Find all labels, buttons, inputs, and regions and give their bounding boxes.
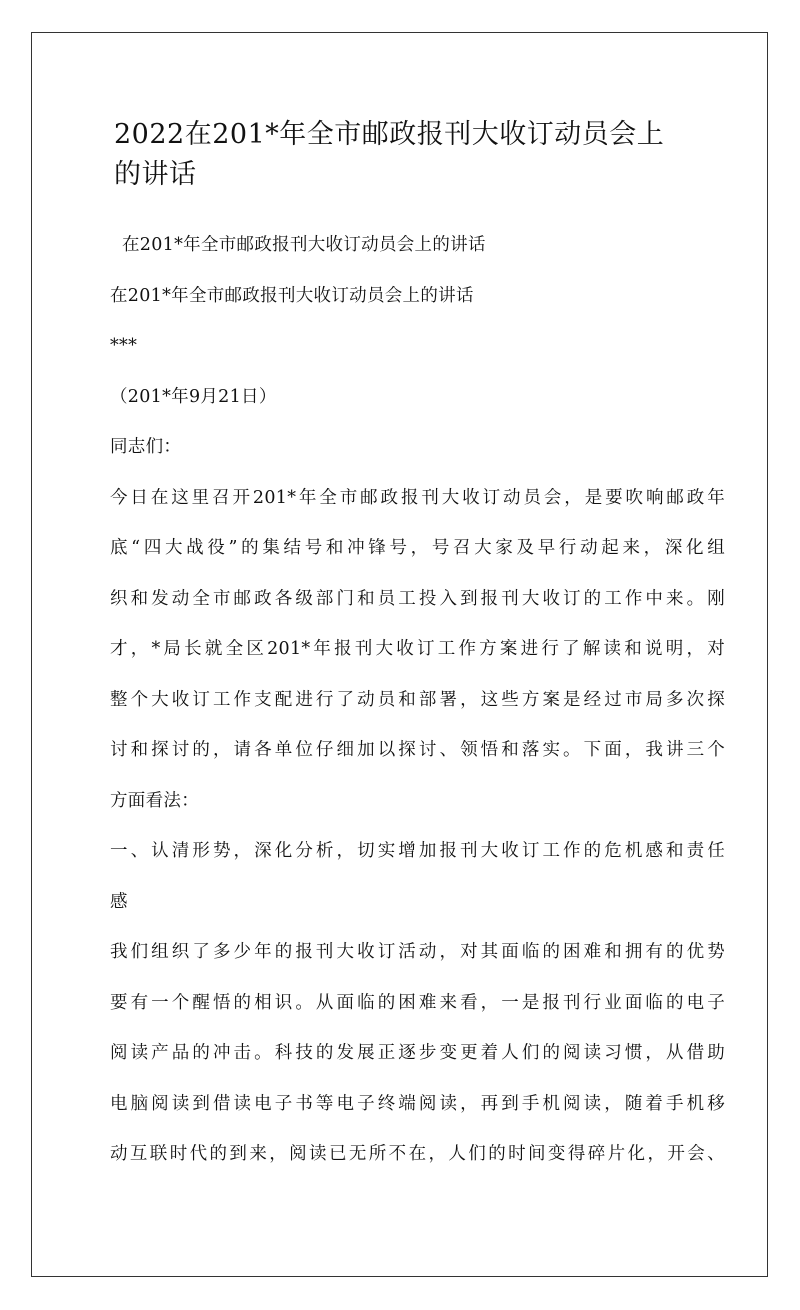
greeting-line: 同志们： xyxy=(110,437,182,457)
body-line: 底“四大战役”的集结号和冲锋号，号召大家及早行动起来，深化组 xyxy=(110,538,725,558)
body-line: 方面看法： xyxy=(110,791,199,811)
body-line: 动互联时代的到来，阅读已无所不在，人们的时间变得碎片化，开会、 xyxy=(110,1144,725,1164)
body-line: 整个大收订工作支配进行了动员和部署，这些方案是经过市局多次探 xyxy=(110,690,725,710)
body-line: 才，*局长就全区201*年报刊大收订工作方案进行了解读和说明，对 xyxy=(110,639,725,659)
body-line: 讨和探讨的，请各单位仔细加以探讨、领悟和落实。下面，我讲三个 xyxy=(110,740,725,760)
subtitle-line: 在201*年全市邮政报刊大收订动员会上的讲话 xyxy=(122,235,486,255)
title-line-1: 2022在201*年全市邮政报刊大收订动员会上 xyxy=(114,119,665,150)
body-line: 电脑阅读到借读电子书等电子终端阅读，再到手机阅读，随着手机移 xyxy=(110,1094,725,1114)
author-line: *** xyxy=(110,336,138,356)
document-title xyxy=(114,115,694,195)
body-line: 阅读产品的冲击。科技的发展正逐步变更着人们的阅读习惯，从借助 xyxy=(110,1043,725,1063)
heading-line: 在201*年全市邮政报刊大收订动员会上的讲话 xyxy=(110,286,474,306)
title-line-2: 的讲话 xyxy=(114,159,197,190)
body-line: 我们组织了多少年的报刊大收订活动，对其面临的困难和拥有的优势 xyxy=(110,942,725,962)
body-line: 要有一个醒悟的相识。从面临的困难来看，一是报刊行业面临的电子 xyxy=(110,993,725,1013)
body-line: 今日在这里召开201*年全市邮政报刊大收订动员会，是要吹响邮政年 xyxy=(110,488,725,508)
section-heading-line: 感 xyxy=(110,892,128,912)
document-page xyxy=(31,32,768,1277)
section-heading-line: 一、认清形势，深化分析，切实增加报刊大收订工作的危机感和责任 xyxy=(110,841,725,861)
date-line: （201*年9月21日） xyxy=(110,387,277,407)
body-line: 织和发动全市邮政各级部门和员工投入到报刊大收订的工作中来。刚 xyxy=(110,589,725,609)
